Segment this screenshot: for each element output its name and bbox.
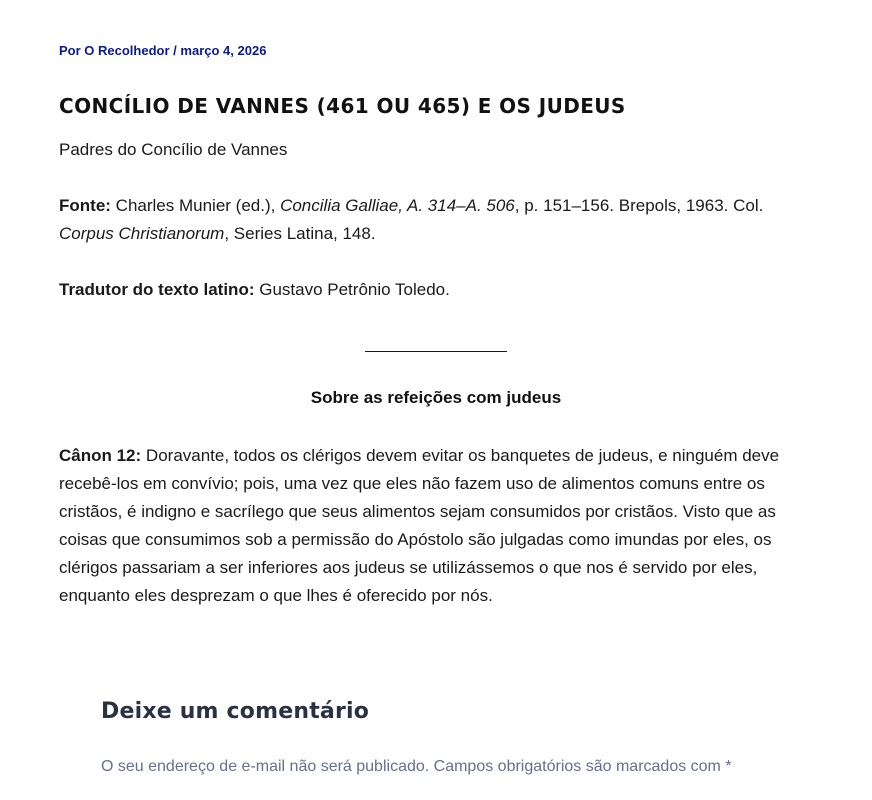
source-series-title: Corpus Christianorum — [59, 224, 225, 243]
source-paragraph — [59, 192, 799, 248]
source-text-1: Charles Munier (ed.), — [115, 196, 276, 215]
source-text-2: , p. 151–156. Brepols, 1963. Col. — [514, 196, 764, 215]
section-divider — [365, 351, 507, 352]
post-meta-prefix: Por — [59, 43, 81, 58]
source-work-title: Concilia Galliae, A. 314–A. 506 — [280, 196, 515, 215]
canon-paragraph — [59, 442, 789, 610]
post-meta-separator: / — [173, 43, 177, 58]
comment-email-note: O seu endereço de e-mail não será publicado. Campos obrigatórios são marcados com * — [101, 758, 732, 775]
article-subtitle: Padres do Concílio de Vannes — [59, 140, 288, 159]
post-meta — [59, 43, 266, 58]
date-link[interactable]: março 4, 2026 — [180, 43, 267, 58]
section-heading: Sobre as refeições com judeus — [310, 388, 562, 407]
translator-paragraph — [59, 276, 799, 304]
article-title: CONCÍLIO DE VANNES (461 OU 465) E OS JUDEUS — [59, 94, 626, 118]
source-text-3: , Series Latina, 148. — [224, 224, 376, 243]
comment-section-title: Deixe um comentário — [101, 699, 370, 724]
translator-label: Tradutor do texto latino: — [59, 280, 255, 299]
author-link[interactable]: O Recolhedor — [84, 43, 170, 58]
translator-name: Gustavo Petrônio Toledo. — [259, 280, 450, 299]
source-label: Fonte: — [59, 196, 111, 215]
canon-text: Doravante, todos os clérigos devem evitar os banquetes de judeus, e ninguém deve recebê-los em convívio; pois, uma vez que eles não fazem uso de alimentos comuns entre os cristãos, é indigno e sacrílego que seus alimentos sejam consumidos por cristãos. Visto que as coisas que consumimos sob a permissão do Apóstolo são julgadas como imundas por eles, os clérigos passariam a ser inferiores aos judeus se utilizássemos o que nos é servido por eles, enquanto eles desprezam o que lhes é oferecido por nós. — [59, 446, 780, 605]
canon-label: Cânon 12: — [59, 446, 142, 465]
